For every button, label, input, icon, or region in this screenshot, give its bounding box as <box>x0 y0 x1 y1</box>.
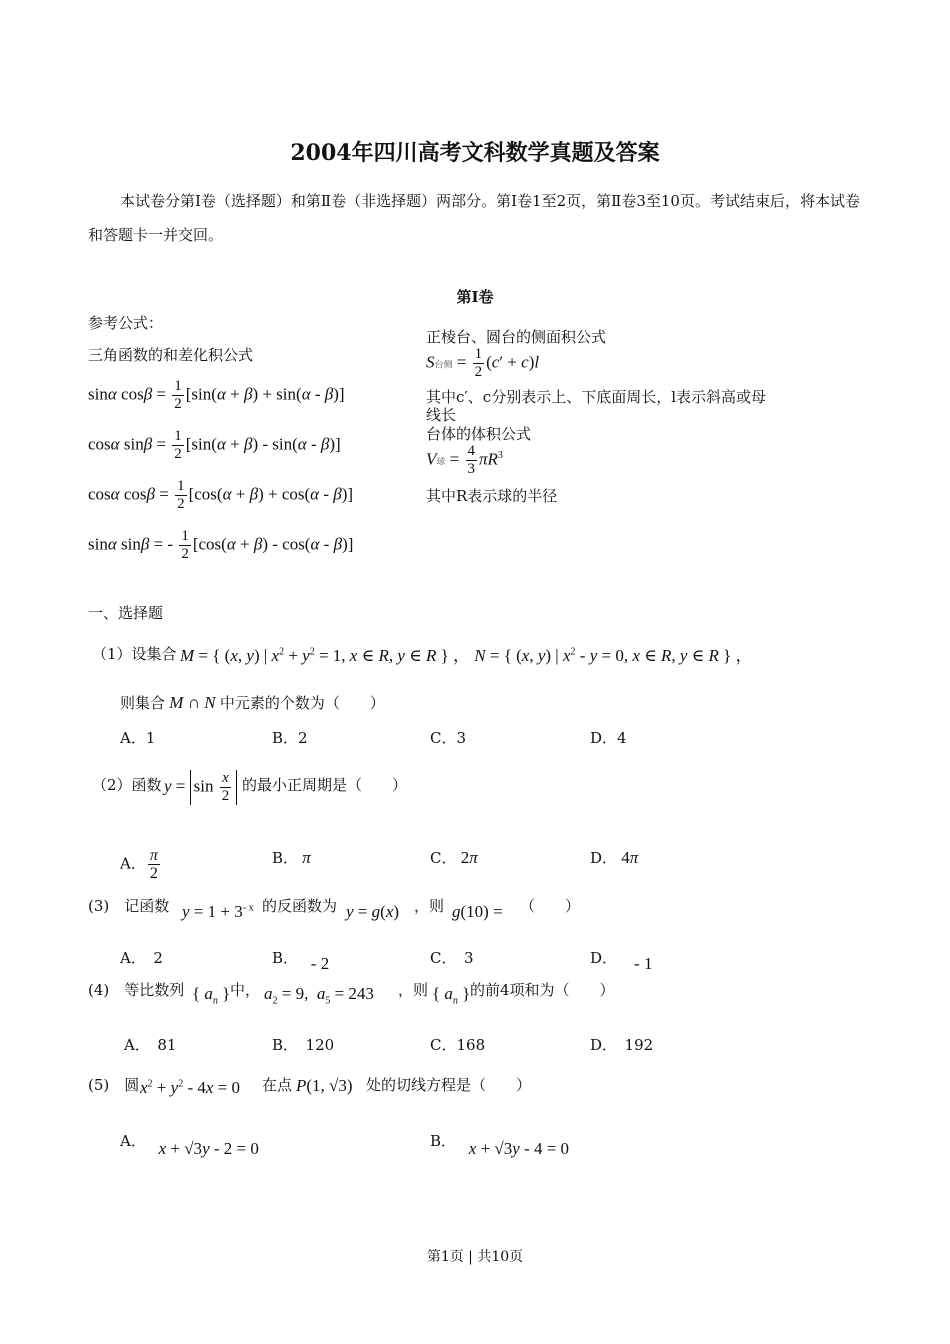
q3-option-b-label: B． <box>272 949 299 967</box>
q2-option-d-label: D． <box>590 849 618 867</box>
q1-text <box>120 692 385 713</box>
q1-text-a: 则集合 <box>120 694 166 712</box>
section-title: 第Ⅰ卷 <box>456 288 494 306</box>
q1-intersection: M ∩ N <box>169 693 216 712</box>
q5-option-b-value: x + √3y - 4 = 0 <box>468 1139 570 1158</box>
q5-point: P(1, √3) <box>296 1076 353 1095</box>
page-footer: 第1页 | 共10页 <box>426 1249 524 1265</box>
q1-set-expression: M = { (x, y) | $x^2 + y^2 = 1$, x ∈ R, y ∈ R } ， N = { (x, y) | $x^2 - y = 0$, x ∈ R, y ∈ R } ， <box>180 646 753 665</box>
formula-cos-cos: cosα cosβ = $\frac{1}{2}$ [cos(α + β) + cos(α - β)] <box>88 478 354 512</box>
subscript-ball: 球 <box>436 456 446 467</box>
formula-lateral-area: S台侧 = $\frac{1}{2}$ (c′ + c)l <box>426 346 540 380</box>
q3-text: 的反函数为 <box>262 897 338 915</box>
q4-sequence-b: { $a_n$ } <box>432 984 471 1007</box>
q3-expression: g(10) = <box>452 902 503 921</box>
q4-number: (4) 等比数列 <box>88 981 185 999</box>
formula-sin-sin: sinα sinβ = - $\frac{1}{2}$ [cos(α + β) - cos(α - β)] <box>88 528 354 562</box>
q2-option-c <box>430 847 478 868</box>
formula-cos-sin: cosα sinβ = $\frac{1}{2}$ [sin(α + β) - sin(α - β)] <box>88 428 341 462</box>
q3-option-b <box>272 947 330 973</box>
q4-option-d: D． 192 <box>590 1036 654 1054</box>
q1-text-b: 中元素的个数为（ ） <box>219 694 385 712</box>
q2-option-a-value: $\frac{\pi}{2}$ <box>149 847 158 882</box>
q2-option-a <box>120 847 162 882</box>
q1-option-d: D．4 <box>590 729 627 747</box>
q5-option-a-value: x + √3y - 2 = 0 <box>158 1139 259 1158</box>
q5-option-b-label: B． <box>430 1132 457 1150</box>
q5-option-a <box>120 1130 259 1158</box>
page-title: 2004年四川高考文科数学真题及答案 <box>290 140 660 166</box>
formula-sin-cos: sinα cosβ = $\frac{1}{2}$ [sin(α + β) + sin(α - β)] <box>88 378 345 412</box>
q3-option-a: A． 2 <box>120 949 163 967</box>
q2-option-c-value: 2π <box>456 848 478 867</box>
trig-heading: 三角函数的和差化积公式 <box>88 346 254 364</box>
q2-number: （2）函数 <box>92 776 162 794</box>
q4-sequence-a: { $a_n$ } <box>192 984 231 1007</box>
q4-text-b: ，则 <box>398 981 429 999</box>
subscript-lateral: 台侧 <box>434 359 453 370</box>
q5-circle: $x^2 + y^2 - 4x = 0$ <box>140 1078 240 1097</box>
intro-paragraph: 本试卷分第Ⅰ卷（选择题）和第Ⅱ卷（非选择题）两部分。第Ⅰ卷1至2页，第Ⅱ卷3至10页。考试结束后，将本试卷和答题卡一并交回。 <box>88 192 860 244</box>
q3-function: $y = 1 + 3^{- x}$ <box>182 902 254 921</box>
q3-number: (3) 记函数 <box>88 897 170 915</box>
q2-function: y = sin $\frac{x}{2}$ <box>164 770 237 805</box>
q5-number: (5) 圆 <box>88 1076 140 1094</box>
q3-option-d <box>590 947 653 973</box>
q3-option-c: C． 3 <box>430 949 474 967</box>
q2-option-c-label: C． <box>430 849 457 867</box>
q2-option-b-label: B． <box>272 849 299 867</box>
q2-option-b <box>272 847 311 868</box>
q3-option-d-label: D． <box>590 949 618 967</box>
q4-option-c: C．168 <box>430 1036 486 1054</box>
reference-label: 参考公式： <box>88 314 164 332</box>
q3-inverse: y = g(x) <box>346 902 400 921</box>
q5-option-b <box>430 1130 570 1158</box>
q2-option-b-value: π <box>302 848 311 867</box>
lateral-area-heading: 正棱台、圆台的侧面积公式 <box>426 328 607 346</box>
q5-text-b: 处的切线方程是（ ） <box>366 1076 532 1094</box>
q5-option-a-label: A． <box>120 1132 146 1150</box>
q2-option-a-label: A． <box>120 854 146 873</box>
q1-option-a: A．1 <box>120 729 156 747</box>
q4-terms: $a_2 = 9$, $a_5 = 243$ <box>264 984 374 1007</box>
q1-option-c: C．3 <box>430 729 467 747</box>
lateral-note: 其中c′、c分别表示上、下底面周长，l表示斜高或母线长 <box>426 388 767 424</box>
q4-text: 中， <box>230 981 261 999</box>
q3-option-d-value: - 1 <box>617 954 653 973</box>
q1-option-b: B．2 <box>272 729 308 747</box>
q4-option-b: B． 120 <box>272 1036 335 1054</box>
formula-sphere-volume: V球 = $\frac{4}{3}$ $\pi R^3$ <box>426 443 503 477</box>
q4-text-c: 的前4项和为（ ） <box>470 981 615 999</box>
radius-note: 其中R表示球的半径 <box>426 487 558 505</box>
q4-option-a: A． 81 <box>124 1036 177 1054</box>
q2-text: 的最小正周期是（ ） <box>242 776 408 794</box>
q3-text-b: ，则 <box>414 897 445 915</box>
q3-paren: （ ） <box>520 897 581 915</box>
q2-option-d <box>590 847 638 868</box>
volume-heading: 台体的体积公式 <box>426 425 532 443</box>
part-heading: 一、选择题 <box>88 604 164 622</box>
q5-text: 在点 <box>262 1076 293 1094</box>
q1-number: （1）设集合 <box>92 645 177 663</box>
q2-option-d-value: 4π <box>617 848 639 867</box>
q3-option-b-value: - 2 <box>298 954 330 973</box>
